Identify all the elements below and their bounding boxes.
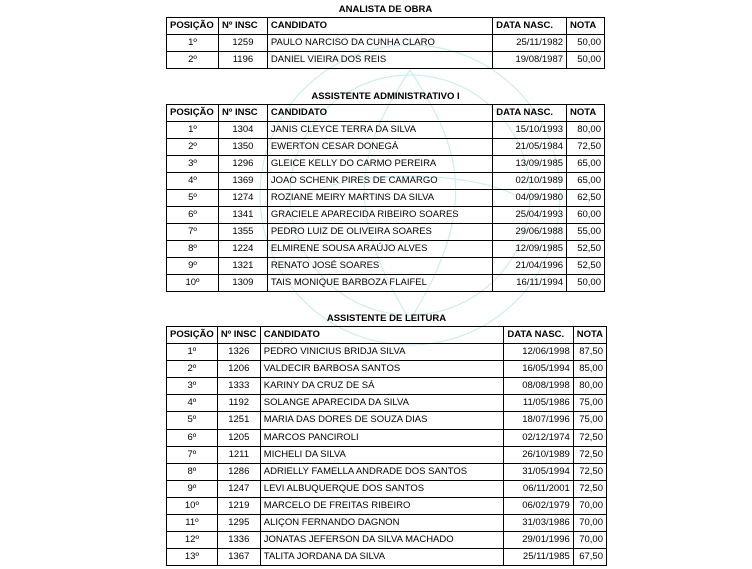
table-row	[167, 480, 607, 497]
candidate-name-cell: RENATO JOSÉ SOARES	[267, 258, 492, 275]
table-header-row	[167, 327, 607, 344]
insc-cell: 1350	[218, 139, 267, 156]
candidate-name-cell: PEDRO LUIZ DE OLIVEIRA SOARES	[267, 224, 492, 241]
birth-date-cell: 25/11/1982	[493, 35, 567, 52]
header-candidato: CANDIDATO	[267, 105, 492, 122]
table-row	[167, 378, 607, 395]
candidate-name-cell: JANIS CLEYCE TERRA DA SILVA	[267, 122, 492, 139]
table-row	[167, 258, 605, 275]
insc-cell: 1247	[217, 480, 260, 497]
score-cell: 75,00	[573, 412, 606, 429]
position-cell: 4º	[167, 395, 218, 412]
position-cell: 9º	[167, 480, 218, 497]
candidate-name-cell: MARIA DAS DORES DE SOUZA DIAS	[260, 412, 504, 429]
birth-date-cell: 11/05/1986	[504, 395, 573, 412]
position-cell: 5º	[167, 412, 218, 429]
birth-date-cell: 29/01/1996	[504, 532, 573, 549]
table-row	[167, 241, 605, 258]
score-cell: 72,50	[573, 446, 606, 463]
position-cell: 6º	[167, 429, 218, 446]
score-cell: 50,00	[567, 52, 605, 69]
header-nota: NOTA	[567, 105, 605, 122]
position-cell: 2º	[167, 139, 219, 156]
score-cell: 72,50	[573, 480, 606, 497]
table-row	[167, 52, 605, 69]
table-body	[167, 122, 605, 292]
header-nota: NOTA	[567, 18, 605, 35]
score-cell: 72,50	[573, 429, 606, 446]
header-posicao: POSIÇÃO	[167, 18, 219, 35]
birth-date-cell: 21/04/1996	[493, 258, 567, 275]
position-cell: 1º	[167, 122, 219, 139]
position-cell: 8º	[167, 463, 218, 480]
table-row	[167, 139, 605, 156]
score-cell: 65,00	[567, 156, 605, 173]
table-row	[167, 497, 607, 514]
score-cell: 70,00	[573, 532, 606, 549]
insc-cell: 1211	[217, 446, 260, 463]
insc-cell: 1206	[217, 361, 260, 378]
position-cell: 5º	[167, 190, 219, 207]
header-data-nasc: DATA NASC.	[493, 105, 567, 122]
candidate-name-cell: PEDRO VINICIUS BRIDJA SILVA	[260, 344, 504, 361]
position-cell: 1º	[167, 344, 218, 361]
insc-cell: 1274	[218, 190, 267, 207]
candidate-name-cell: ALIÇON FERNANDO DAGNON	[260, 515, 504, 532]
birth-date-cell: 02/10/1989	[493, 173, 567, 190]
table-row	[167, 446, 607, 463]
candidate-name-cell: EWERTON CESAR DONEGÁ	[267, 139, 492, 156]
table-row	[167, 173, 605, 190]
candidate-name-cell: KARINY DA CRUZ DE SÁ	[260, 378, 504, 395]
header-insc: Nº INSC	[218, 105, 267, 122]
position-cell: 12º	[167, 532, 218, 549]
birth-date-cell: 15/10/1993	[493, 122, 567, 139]
header-candidato: CANDIDATO	[267, 18, 492, 35]
table-row	[167, 122, 605, 139]
insc-cell: 1286	[217, 463, 260, 480]
header-posicao: POSIÇÃO	[167, 327, 218, 344]
insc-cell: 1309	[218, 275, 267, 292]
table-row	[167, 224, 605, 241]
birth-date-cell: 16/11/1994	[493, 275, 567, 292]
score-cell: 52,50	[567, 258, 605, 275]
candidate-name-cell: GLEICE KELLY DO CARMO PEREIRA	[267, 156, 492, 173]
birth-date-cell: 25/11/1985	[504, 549, 573, 566]
score-cell: 65,00	[567, 173, 605, 190]
table-header-row	[167, 105, 605, 122]
score-cell: 80,00	[567, 122, 605, 139]
position-cell: 3º	[167, 156, 219, 173]
candidate-name-cell: JOAO SCHENK PIRES DE CAMARGO	[267, 173, 492, 190]
candidate-name-cell: JONATAS JEFERSON DA SILVA MACHADO	[260, 532, 504, 549]
insc-cell: 1224	[218, 241, 267, 258]
candidate-name-cell: LEVI ALBUQUERQUE DOS SANTOS	[260, 480, 504, 497]
birth-date-cell: 25/04/1993	[493, 207, 567, 224]
header-candidato: CANDIDATO	[260, 327, 504, 344]
section-title: ASSISTENTE DE LEITURA	[326, 313, 447, 324]
birth-date-cell: 06/02/1979	[504, 497, 573, 514]
birth-date-cell: 08/08/1998	[504, 378, 573, 395]
position-cell: 1º	[167, 35, 219, 52]
section-title: ASSISTENTE ADMINISTRATIVO I	[311, 91, 460, 102]
candidate-name-cell: SOLANGE APARECIDA DA SILVA	[260, 395, 504, 412]
header-data-nasc: DATA NASC.	[493, 18, 567, 35]
table-row	[167, 463, 607, 480]
table-row	[167, 361, 607, 378]
score-cell: 70,00	[573, 515, 606, 532]
insc-cell: 1251	[217, 412, 260, 429]
insc-cell: 1333	[217, 378, 260, 395]
candidate-name-cell: ELMIRENE SOUSA ARAÚJO ALVES	[267, 241, 492, 258]
table-row	[167, 275, 605, 292]
score-cell: 67,50	[573, 549, 606, 566]
insc-cell: 1355	[218, 224, 267, 241]
birth-date-cell: 06/11/2001	[504, 480, 573, 497]
table-row	[167, 156, 605, 173]
table-row	[167, 207, 605, 224]
table-row	[167, 412, 607, 429]
table-row	[167, 395, 607, 412]
birth-date-cell: 19/08/1987	[493, 52, 567, 69]
score-cell: 62,50	[567, 190, 605, 207]
candidate-name-cell: ROZIANE MEIRY MARTINS DA SILVA	[267, 190, 492, 207]
birth-date-cell: 21/05/1984	[493, 139, 567, 156]
insc-cell: 1341	[218, 207, 267, 224]
position-cell: 6º	[167, 207, 219, 224]
position-cell: 8º	[167, 241, 219, 258]
position-cell: 10º	[167, 497, 218, 514]
candidate-name-cell: VALDECIR BARBOSA SANTOS	[260, 361, 504, 378]
candidate-name-cell: TALITA JORDANA DA SILVA	[260, 549, 504, 566]
position-cell: 2º	[167, 361, 218, 378]
table-row	[167, 344, 607, 361]
results-table	[166, 326, 607, 566]
section-assistente-administrativo	[166, 89, 605, 292]
section-analista-de-obra	[166, 2, 605, 69]
table-row	[167, 532, 607, 549]
birth-date-cell: 12/09/1985	[493, 241, 567, 258]
insc-cell: 1367	[217, 549, 260, 566]
insc-cell: 1304	[218, 122, 267, 139]
insc-cell: 1205	[217, 429, 260, 446]
birth-date-cell: 31/05/1994	[504, 463, 573, 480]
score-cell: 72,50	[573, 463, 606, 480]
birth-date-cell: 26/10/1989	[504, 446, 573, 463]
insc-cell: 1259	[218, 35, 267, 52]
candidate-name-cell: MARCOS PANCIROLI	[260, 429, 504, 446]
insc-cell: 1219	[217, 497, 260, 514]
position-cell: 11º	[167, 515, 218, 532]
table-header-row	[167, 18, 605, 35]
insc-cell: 1321	[218, 258, 267, 275]
score-cell: 52,50	[567, 241, 605, 258]
insc-cell: 1336	[217, 532, 260, 549]
table-row	[167, 35, 605, 52]
position-cell: 2º	[167, 52, 219, 69]
score-cell: 72,50	[567, 139, 605, 156]
candidate-name-cell: DANIEL VIEIRA DOS REIS	[267, 52, 492, 69]
birth-date-cell: 31/03/1986	[504, 515, 573, 532]
insc-cell: 1296	[218, 156, 267, 173]
score-cell: 87,50	[573, 344, 606, 361]
header-insc: Nº INSC	[217, 327, 260, 344]
header-data-nasc: DATA NASC.	[504, 327, 573, 344]
birth-date-cell: 02/12/1974	[504, 429, 573, 446]
header-posicao: POSIÇÃO	[167, 105, 219, 122]
section-assistente-de-leitura	[166, 311, 607, 566]
score-cell: 80,00	[573, 378, 606, 395]
birth-date-cell: 13/09/1985	[493, 156, 567, 173]
birth-date-cell: 12/06/1998	[504, 344, 573, 361]
candidate-name-cell: PAULO NARCISO DA CUNHA CLARO	[267, 35, 492, 52]
score-cell: 55,00	[567, 224, 605, 241]
insc-cell: 1326	[217, 344, 260, 361]
header-insc: Nº INSC	[218, 18, 267, 35]
insc-cell: 1369	[218, 173, 267, 190]
score-cell: 50,00	[567, 35, 605, 52]
insc-cell: 1192	[217, 395, 260, 412]
birth-date-cell: 16/05/1994	[504, 361, 573, 378]
candidate-name-cell: TAIS MONIQUE BARBOZA FLAIFEL	[267, 275, 492, 292]
position-cell: 7º	[167, 446, 218, 463]
results-table	[166, 17, 605, 69]
birth-date-cell: 29/06/1988	[493, 224, 567, 241]
position-cell: 13º	[167, 549, 218, 566]
position-cell: 10º	[167, 275, 219, 292]
position-cell: 7º	[167, 224, 219, 241]
score-cell: 60,00	[567, 207, 605, 224]
table-row	[167, 515, 607, 532]
score-cell: 75,00	[573, 395, 606, 412]
table-row	[167, 190, 605, 207]
birth-date-cell: 04/09/1980	[493, 190, 567, 207]
birth-date-cell: 18/07/1996	[504, 412, 573, 429]
table-body	[167, 344, 607, 566]
candidate-name-cell: ADRIELLY FAMELLA ANDRADE DOS SANTOS	[260, 463, 504, 480]
section-title: ANALISTA DE OBRA	[338, 4, 433, 15]
score-cell: 50,00	[567, 275, 605, 292]
results-table	[166, 104, 605, 292]
score-cell: 70,00	[573, 497, 606, 514]
table-row	[167, 549, 607, 566]
score-cell: 85,00	[573, 361, 606, 378]
candidate-name-cell: MICHELI DA SILVA	[260, 446, 504, 463]
header-nota: NOTA	[573, 327, 606, 344]
candidate-name-cell: GRACIELE APARECIDA RIBEIRO SOARES	[267, 207, 492, 224]
insc-cell: 1196	[218, 52, 267, 69]
position-cell: 3º	[167, 378, 218, 395]
position-cell: 4º	[167, 173, 219, 190]
position-cell: 9º	[167, 258, 219, 275]
table-body	[167, 35, 605, 69]
insc-cell: 1295	[217, 515, 260, 532]
candidate-name-cell: MARCELO DE FREITAS RIBEIRO	[260, 497, 504, 514]
table-row	[167, 429, 607, 446]
